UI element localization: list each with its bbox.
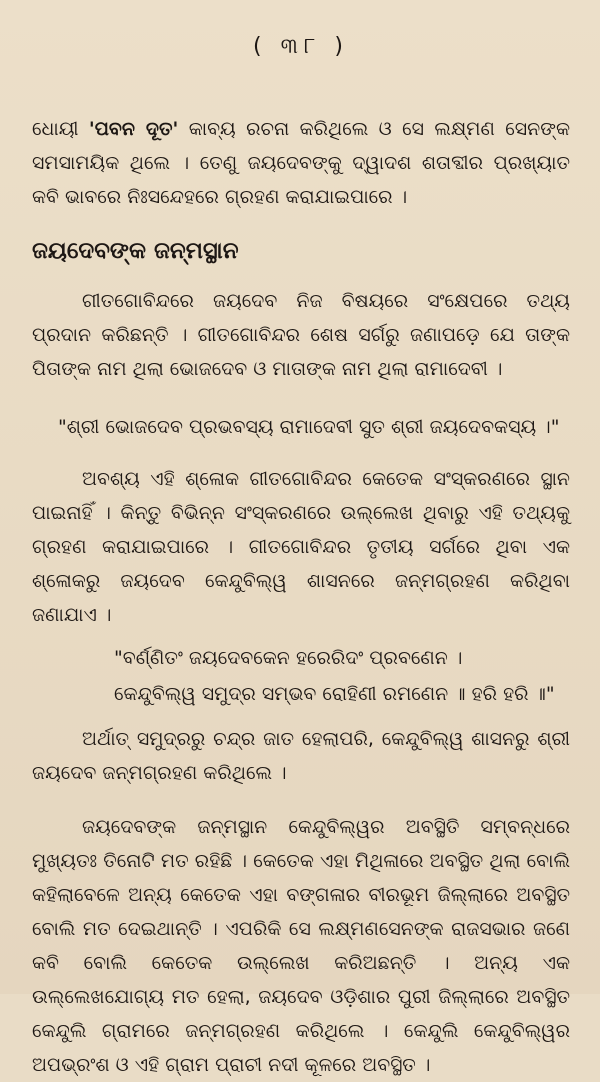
- sanskrit-quote: "ଶ୍ରୀ ଭୋଜଦେବ ପ୍ରଭବସ୍ୟ ରାମାଦେବୀ ସୁତ ଶ୍ରୀ ଜୟଦେବକସ୍ୟ ।": [58, 416, 560, 438]
- paragraph-parents: ଗୀତଗୋବିନ୍ଦରେ ଜୟଦେବ ନିଜ ବିଷୟରେ ସଂକ୍ଷେପରେ ତଥ୍ୟ ପ୍ରଦାନ କରିଛନ୍ତି । ଗୀତଗୋବିନ୍ଦର ଶେଷ ସର୍ଗରୁ ଜଣାପଡ଼େ ଯେ ତାଙ୍କ ପିତାଙ୍କ ନାମ ଥିଲା ଭୋଜଦେବ ଓ ମାତାଙ୍କ ନାମ ଥିଲା ରାମାଦେବୀ ।: [32, 290, 570, 380]
- paragraph-meaning: ଅର୍ଥାତ୍ ସମୁଦ୍ରରୁ ଚନ୍ଦ୍ର ଜାତ ହେଲାପରି, କେନ୍ଦୁବିଲ୍ୱ ଶାସନରୁ ଶ୍ରୀ ଜୟଦେବ ଜନ୍ମଗ୍ରହଣ କରିଥିଲେ ।: [32, 728, 570, 784]
- paragraph-intro-rest: କାବ୍ୟ ରଚନା କରିଥିଲେ ଓ ସେ ଲକ୍ଷ୍ମଣ ସେନଙ୍କ ସମସାମୟିକ ଥିଲେ । ତେଣୁ ଜୟଦେବଙ୍କୁ ଦ୍ୱାଦଶ ଶତାବ୍ଦୀର ପ୍ରଖ୍ୟାତ କବି ଭାବରେ ନିଃସନ୍ଦେହରେ ଗ୍ରହଣ କରାଯାଇପାରେ ।: [32, 118, 570, 208]
- verse-line-1: "ବର୍ଣ୍ଣିତଂ ଜୟଦେବକେନ ହରେରିଦଂ ପ୍ରବଣେନ ।: [114, 647, 463, 669]
- verse-line-2: କେନ୍ଦୁବିଲ୍ୱ ସମୁଦ୍ର ସମ୍ଭବ ରୋହିଣୀ ରମଣେନ ॥ ହରି ହରି ॥": [114, 683, 555, 705]
- paragraph-birthplace: ଜୟଦେବଙ୍କ ଜନ୍ମସ୍ଥାନ କେନ୍ଦୁବିଲ୍ୱର ଅବସ୍ଥିତି ସମ୍ବନ୍ଧରେ ମୁଖ୍ୟତଃ ତିନୋଟି ମତ ରହିଛି । କେତେକ ଏହା ମିଥିଳାରେ ଅବସ୍ଥିତ ଥିଲା ବୋଲି କହିଲାବେଳେ ଅନ୍ୟ କେତେକ ଏହା ବଙ୍ଗଳାର ବୀରଭୂମ ଜିଲ୍ଲାରେ ଅବସ୍ଥିତ ବୋଲି ମତ ଦେଇଥାନ୍ତି । ଏପରିକି ସେ ଲକ୍ଷ୍ମଣସେନଙ୍କ ରାଜସଭାର ଜଣେ କବି ବୋଲି କେତେକ ଉଲ୍ଲେଖ କରିଅଛନ୍ତି । ଅନ୍ୟ ଏକ ଉଲ୍ଲେଖଯୋଗ୍ୟ ମତ ହେଲା, ଜୟଦେବ ଓଡ଼ିଶାର ପୁରୀ ଜିଲ୍ଲାରେ ଅବସ୍ଥିତ କେନ୍ଦୁଲି ଗ୍ରାମରେ ଜନ୍ମଗ୍ରହଣ କରିଥିଲେ । କେନ୍ଦୁଲି କେନ୍ଦୁବିଲ୍ୱର ଅପଭ୍ରଂଶ ଓ ଏହି ଗ୍ରାମ ପ୍ରାଚୀ ନଦୀ କୂଳରେ ଅବସ୍ଥିତ ।: [32, 816, 570, 1076]
- page-number: ( ୩୮ ): [253, 34, 349, 59]
- pavana-duta-title: 'ପବନ ଦୂତ': [88, 118, 179, 140]
- paragraph-verse-context: ଅବଶ୍ୟ ଏହି ଶ୍ଳୋକ ଗୀତଗୋବିନ୍ଦର କେତେକ ସଂସ୍କରଣରେ ସ୍ଥାନ ପାଇନାହିଁ । କିନ୍ତୁ ବିଭିନ୍ନ ସଂସ୍କରଣରେ ଉଲ୍ଲେଖ ଥିବାରୁ ଏହି ତଥ୍ୟକୁ ଗ୍ରହଣ କରାଯାଇପାରେ । ଗୀତଗୋବିନ୍ଦର ତୃତୀୟ ସର୍ଗରେ ଥିବା ଏକ ଶ୍ଳୋକରୁ ଜୟଦେବ କେନ୍ଦୁବିଲ୍ୱ ଶାସନରେ ଜନ୍ମଗ୍ରହଣ କରିଥିବା ଜଣାଯାଏ ।: [32, 468, 570, 626]
- section-heading: ଜୟଦେବଙ୍କ ଜନ୍ମସ୍ଥାନ: [32, 238, 239, 264]
- paragraph-intro-start: ଧୋୟୀ: [32, 118, 89, 140]
- sanskrit-verse: [32, 640, 570, 712]
- paragraph-intro: [32, 112, 570, 214]
